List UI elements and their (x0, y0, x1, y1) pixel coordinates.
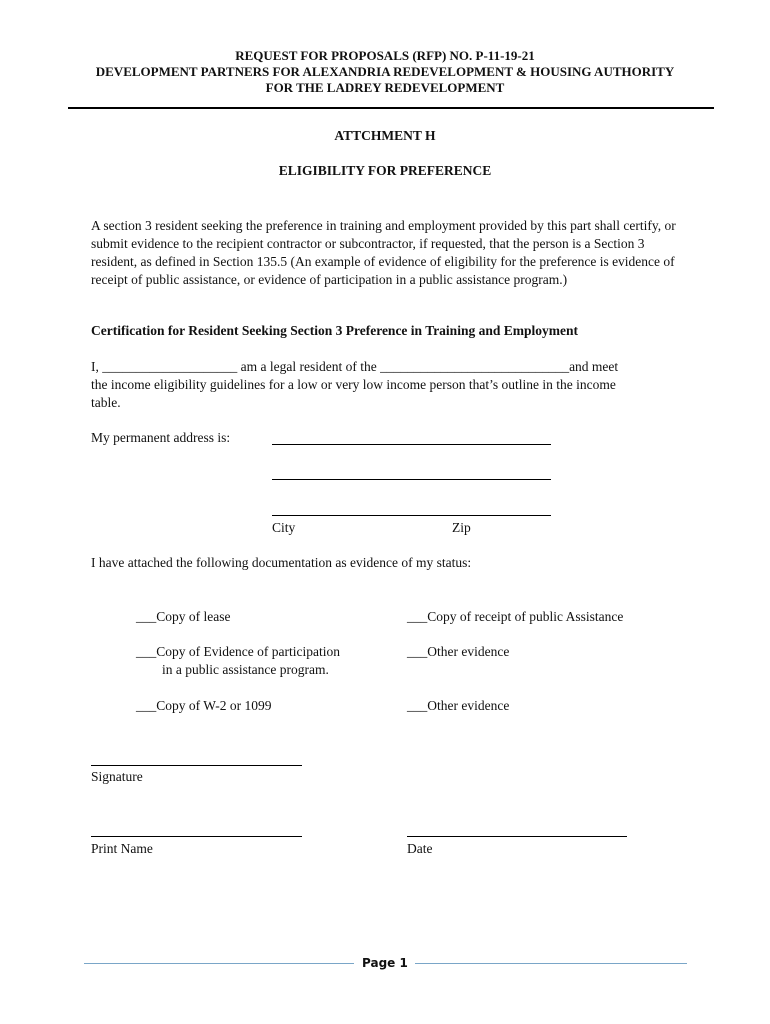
resident-statement-line3: table. (91, 395, 121, 410)
date-label: Date (407, 841, 433, 856)
footer-rule-right (415, 963, 687, 964)
address-line-3[interactable] (272, 515, 551, 516)
resident-statement-line2: the income eligibility guidelines for a low or very low income person that’s outline in the income (91, 377, 616, 392)
header-project-title: DEVELOPMENT PARTNERS FOR ALEXANDRIA REDEVELOPMENT & HOUSING AUTHORITY (95, 64, 675, 79)
zip-label: Zip (452, 520, 471, 535)
header-rfp-number: REQUEST FOR PROPOSALS (RFP) NO. P-11-19-21 (235, 48, 535, 63)
signature-label: Signature (91, 769, 143, 784)
option-copy-of-lease[interactable]: ___Copy of lease (136, 609, 231, 624)
header-divider (68, 107, 714, 109)
option-w2-1099[interactable]: ___Copy of W-2 or 1099 (136, 698, 272, 713)
form-title: ELIGIBILITY FOR PREFERENCE (278, 163, 492, 178)
page-number: Page 1 (362, 956, 408, 970)
resident-statement-line1: I, ____________________ am a legal resident of the ____________________________and meet (91, 359, 619, 374)
date-line[interactable] (407, 836, 627, 837)
address-label: My permanent address is: (91, 430, 231, 445)
attachment-title: ATTCHMENT H (334, 128, 436, 143)
option-other-evidence-1[interactable]: ___Other evidence (407, 644, 510, 659)
option-evidence-participation[interactable]: ___Copy of Evidence of participation (136, 644, 340, 659)
intro-paragraph: A section 3 resident seeking the preference in training and employment provided by this part shall certify, or submit evidence to the recipient contractor or subcontractor, if requested, that the person is a Section 3 resident, as defined in Section 135.5 (An example of evidence of eligibility for the preference is evidence of receipt of public assistance, or evidence of participation in a public assistance program.) (91, 218, 676, 287)
signature-line[interactable] (91, 765, 302, 766)
city-label: City (272, 520, 296, 535)
address-line-1[interactable] (272, 444, 551, 445)
certification-heading: Certification for Resident Seeking Section 3 Preference in Training and Employment (91, 323, 578, 338)
option-receipt-public-assistance[interactable]: ___Copy of receipt of public Assistance (407, 609, 624, 624)
footer-rule-left (84, 963, 354, 964)
print-name-label: Print Name (91, 841, 153, 856)
print-name-line[interactable] (91, 836, 302, 837)
option-evidence-participation-cont: in a public assistance program. (162, 662, 329, 677)
address-line-2[interactable] (272, 479, 551, 480)
header-project-subtitle: FOR THE LADREY REDEVELOPMENT (265, 80, 505, 95)
option-other-evidence-2[interactable]: ___Other evidence (407, 698, 510, 713)
documentation-intro: I have attached the following documentation as evidence of my status: (91, 555, 472, 570)
